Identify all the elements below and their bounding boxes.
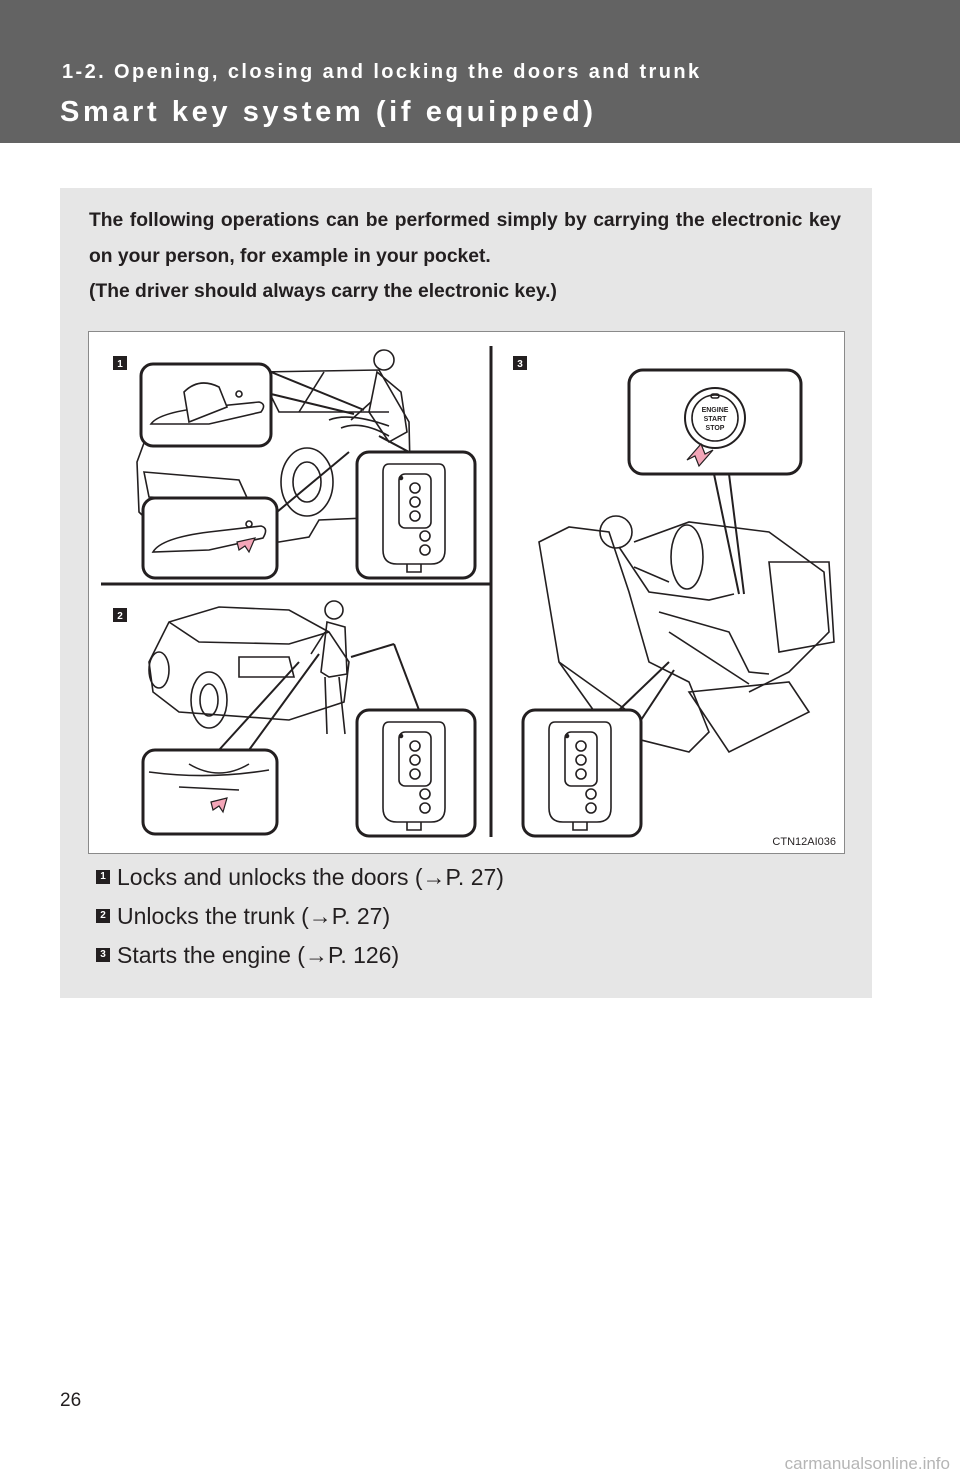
marker-3-label: 3 (517, 359, 523, 370)
door-handle-grip-inset (141, 364, 271, 446)
item-text: Starts the engine (→P. 126) (117, 941, 400, 968)
intro-note: (The driver should always carry the electronic key.) (89, 281, 557, 302)
engine-start-button-inset (629, 370, 801, 474)
list-item (96, 940, 399, 970)
engine-label: ENGINE (701, 407, 729, 414)
door-handle-sensor-inset (143, 498, 277, 578)
electronic-key-inset-2 (357, 710, 475, 836)
electronic-key-inset-3 (523, 710, 641, 836)
page-number: 26 (60, 1390, 82, 1411)
person-at-trunk-drawing (311, 601, 347, 734)
marker-1-icon (113, 356, 127, 370)
item-marker-2-icon: 2 (96, 909, 110, 923)
marker-2-label: 2 (117, 611, 123, 622)
trunk-opener-inset (143, 750, 277, 834)
intro-paragraph: The following operations can be performed simply by carrying the electronic key on your person, for example in your pocket. (89, 210, 841, 267)
smart-key-illustration (88, 331, 845, 854)
person-at-door-drawing (329, 350, 407, 442)
watermark-text: carmanualsonline.info (784, 1454, 950, 1473)
stop-label: STOP (705, 425, 725, 432)
list-item (96, 901, 390, 931)
page-header (0, 0, 960, 143)
item-marker-3-icon: 3 (96, 948, 110, 962)
start-label: START (703, 416, 727, 423)
figure-code: CTN12AI036 (772, 836, 836, 848)
item-text: Unlocks the trunk (→P. 27) (117, 902, 391, 929)
item-text: Locks and unlocks the doors (→P. 27) (117, 863, 504, 890)
list-item (96, 862, 504, 892)
car-rear-drawing (149, 607, 349, 728)
marker-1-label: 1 (117, 359, 123, 370)
intro-text (89, 203, 841, 310)
marker-2-icon (113, 608, 127, 622)
section-label: 1-2. Opening, closing and locking the doors and trunk (62, 61, 702, 83)
marker-3-icon (513, 356, 527, 370)
electronic-key-inset-1 (357, 452, 475, 578)
item-marker-1-icon: 1 (96, 870, 110, 884)
page-title: Smart key system (if equipped) (60, 96, 597, 128)
